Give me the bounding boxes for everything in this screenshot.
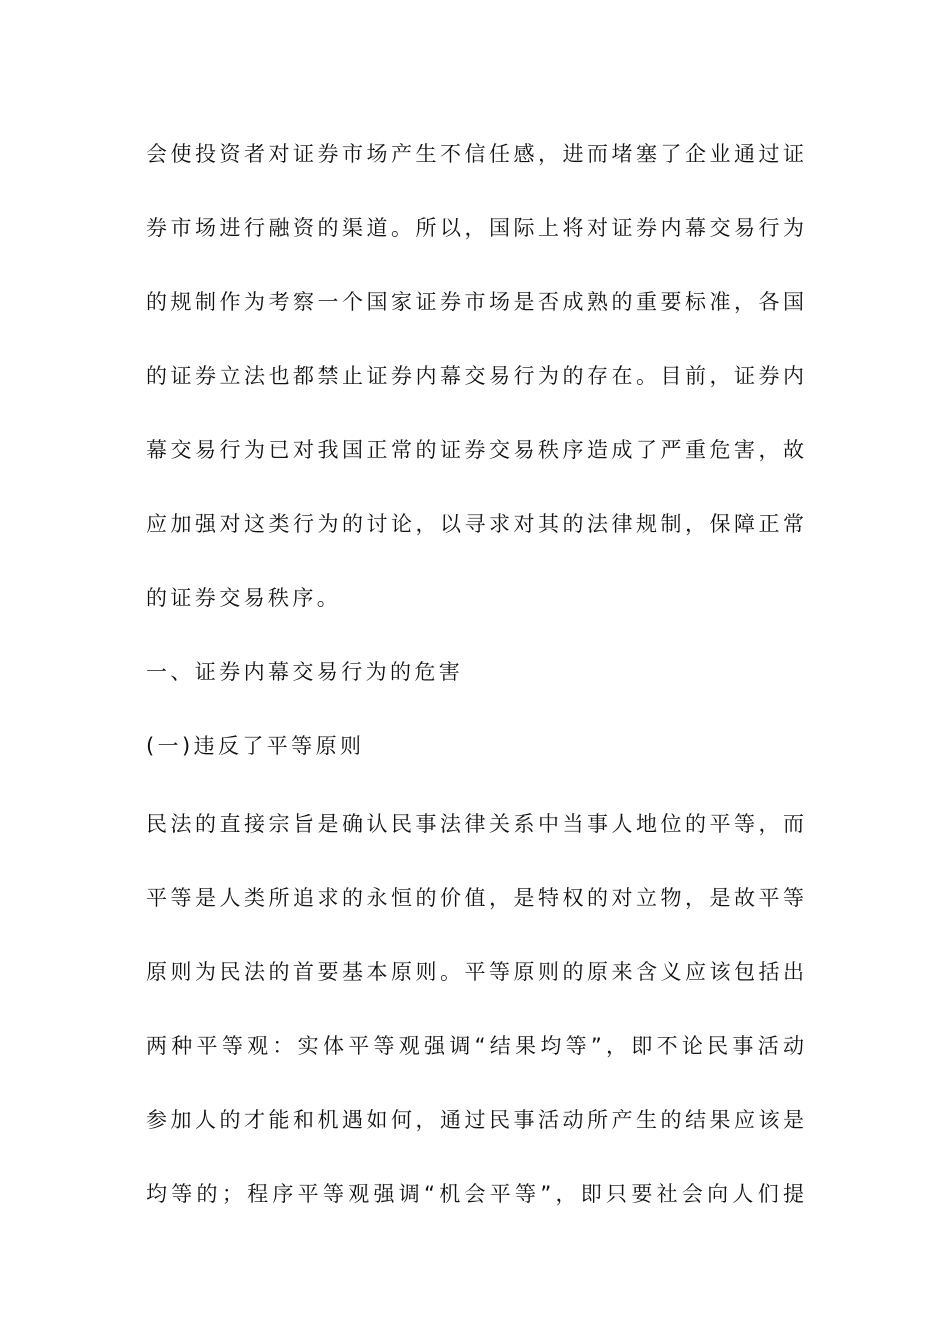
- paragraph-line: 券市场进行融资的渠道。所以，国际上将对证券内幕交易行为: [146, 216, 804, 240]
- section-heading: 一、证券内幕交易行为的危害: [146, 660, 464, 684]
- paragraph-line: 的规制作为考察一个国家证券市场是否成熟的重要标准，各国: [146, 290, 804, 314]
- paragraph-line: 幕交易行为已对我国正常的证券交易秩序造成了严重危害，故: [146, 438, 804, 462]
- paragraph-line: 民法的直接宗旨是确认民事法律关系中当事人地位的平等，而: [146, 812, 804, 836]
- paragraph-line: 均等的；程序平等观强调“机会平等”，即只要社会向人们提: [146, 1182, 804, 1206]
- paragraph-line: 平等是人类所追求的永恒的价值，是特权的对立物，是故平等: [146, 886, 804, 910]
- paragraph-line: 原则为民法的首要基本原则。平等原则的原来含义应该包括出: [146, 960, 804, 984]
- paragraph-line: 两种平等观：实体平等观强调“结果均等”，即不论民事活动: [146, 1034, 804, 1058]
- paragraph-line: 的证券立法也都禁止证券内幕交易行为的存在。目前，证券内: [146, 364, 804, 388]
- paragraph-line: 的证券交易秩序。: [146, 586, 342, 610]
- subsection-heading: (一)违反了平等原则: [146, 734, 365, 758]
- paragraph-line: 应加强对这类行为的讨论，以寻求对其的法律规制，保障正常: [146, 512, 804, 536]
- paragraph-line: 参加人的才能和机遇如何，通过民事活动所产生的结果应该是: [146, 1108, 804, 1132]
- paragraph-line: 会使投资者对证券市场产生不信任感，进而堵塞了企业通过证: [146, 142, 804, 166]
